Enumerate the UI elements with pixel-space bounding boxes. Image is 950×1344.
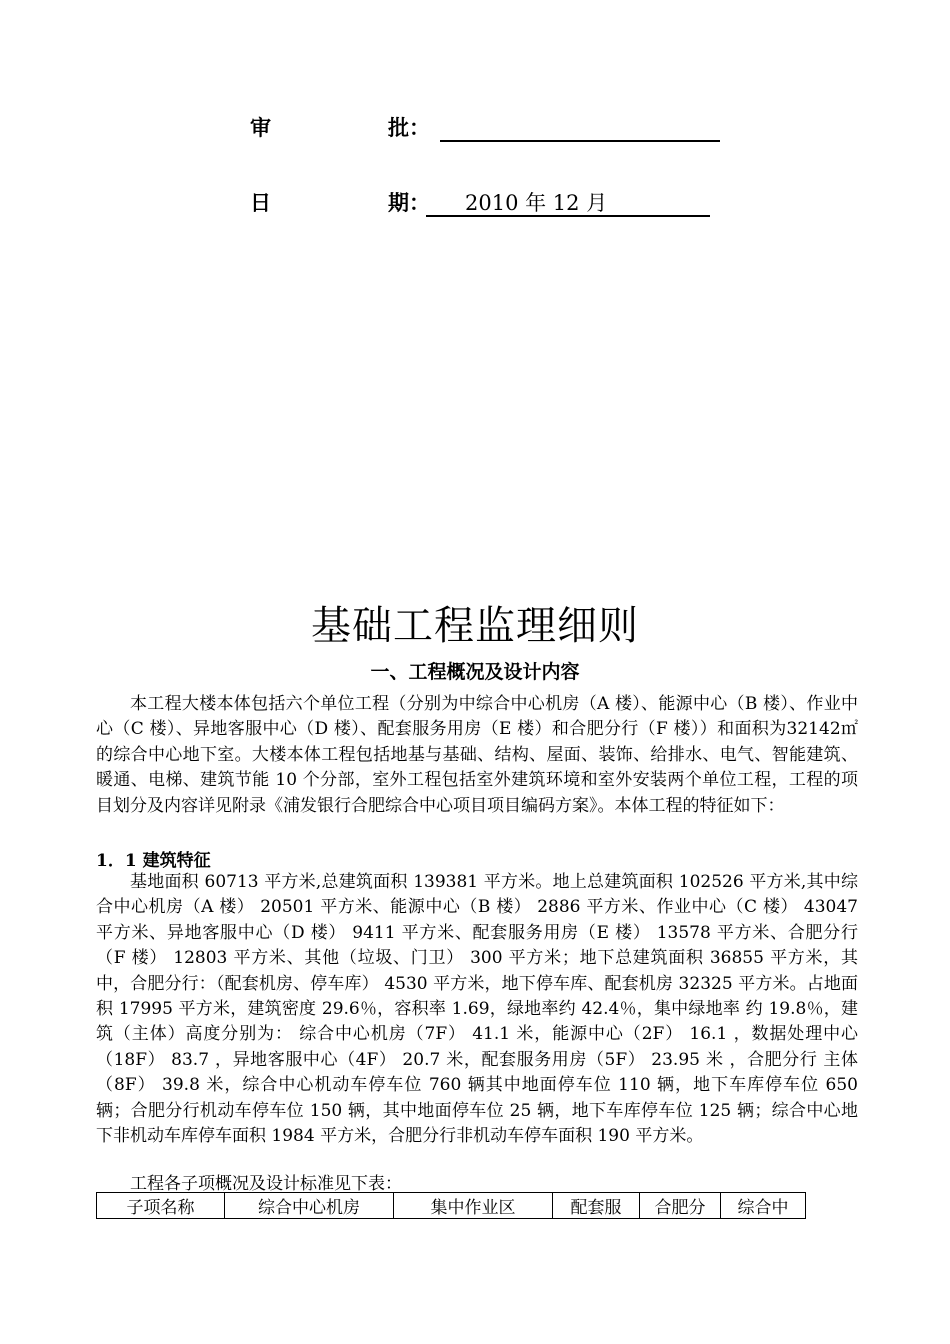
date-label-part1: 日 bbox=[250, 190, 271, 215]
approve-label-part1: 审 bbox=[250, 115, 271, 140]
document-title: 基础工程监理细则 bbox=[311, 603, 639, 649]
table-intro-text: 工程各子项概况及设计标准见下表： bbox=[130, 1174, 402, 1194]
table-header-cell: 子项名称 bbox=[97, 1193, 225, 1219]
table-header-cell: 合肥分 bbox=[640, 1193, 721, 1219]
table-header-cell: 集中作业区 bbox=[394, 1193, 553, 1219]
date-label-part2: 期： bbox=[388, 190, 430, 215]
approve-signature-line bbox=[440, 112, 720, 142]
table-header-row bbox=[97, 1193, 806, 1219]
sub-heading-building-features: 1．1 建筑特征 bbox=[96, 851, 211, 871]
date-value: 2010 年 12 月 bbox=[465, 191, 608, 215]
intro-paragraph: 本工程大楼本体包括六个单位工程（分别为中综合中心机房（A 楼）、能源中心（B 楼）、作业中心（C 楼）、异地客服中心（D 楼）、配套服务用房（E 楼）和合肥分行（F 楼））和面积为32142㎡的综合中心地下室。大楼本体工程包括地基与基础、结构、屋面、装饰、给排水、电气、智能建筑、暖通、电梯、建筑节能 10 个分部，室外工程包括室外建筑环境和室外安装两个单位工程，工程的项目划分及内容详见附录《浦发银行合肥综合中心项目项目编码方案》。本体工程的特征如下： bbox=[96, 694, 858, 816]
building-features-paragraph: 基地面积 60713 平方米,总建筑面积 139381 平方米。地上总建筑面积 102526 平方米,其中综合中心机房（A 楼） 20501 平方米、能源中心（B 楼） 2886 平方米、作业中心（C 楼） 43047 平方米、异地客服中心（D 楼） 9411 平方米、配套服务用房（E 楼） 13578 平方米、合肥分行（F 楼） 12803 平方米、其他（垃圾、门卫） 300 平方米；地下总建筑面积 36855 平方米，其中，合肥分行：（配套机房、停车库） 4530 平方米，地下停车库、配套机房 32325 平方米。占地面积 17995 平方米，建筑密度 29.6％，容积率 1.69，绿地率约 42.4％，集中绿地率 约 19.8％，建筑（主体）高度分别为： 综合中心机房（7F） 41.1 米，能源中心（2F） 16.1 ，数据处理中心（18F） 83.7 ，异地客服中心（4F） 20.7 米，配套服务用房（5F） 23.95 米 ，合肥分行 主体（8F） 39.8 米，综合中心机动车停车位 760 辆其中地面停车位 110 辆，地下车库停车位 650 辆；合肥分行机动车停车位 150 辆，其中地面停车位 25 辆，地下车库停车位 125 辆；综合中心地下非机动车库停车面积 1984 平方米，合肥分行非机动车停车面积 190 平方米。 bbox=[96, 872, 858, 1147]
table-header-cell: 配套服 bbox=[553, 1193, 640, 1219]
table-header-cell: 综合中 bbox=[721, 1193, 806, 1219]
section-heading: 一、工程概况及设计内容 bbox=[370, 661, 580, 683]
table-header-cell: 综合中心机房 bbox=[225, 1193, 394, 1219]
approve-label-part2: 批： bbox=[388, 115, 430, 140]
subproject-summary-table bbox=[96, 1192, 806, 1219]
